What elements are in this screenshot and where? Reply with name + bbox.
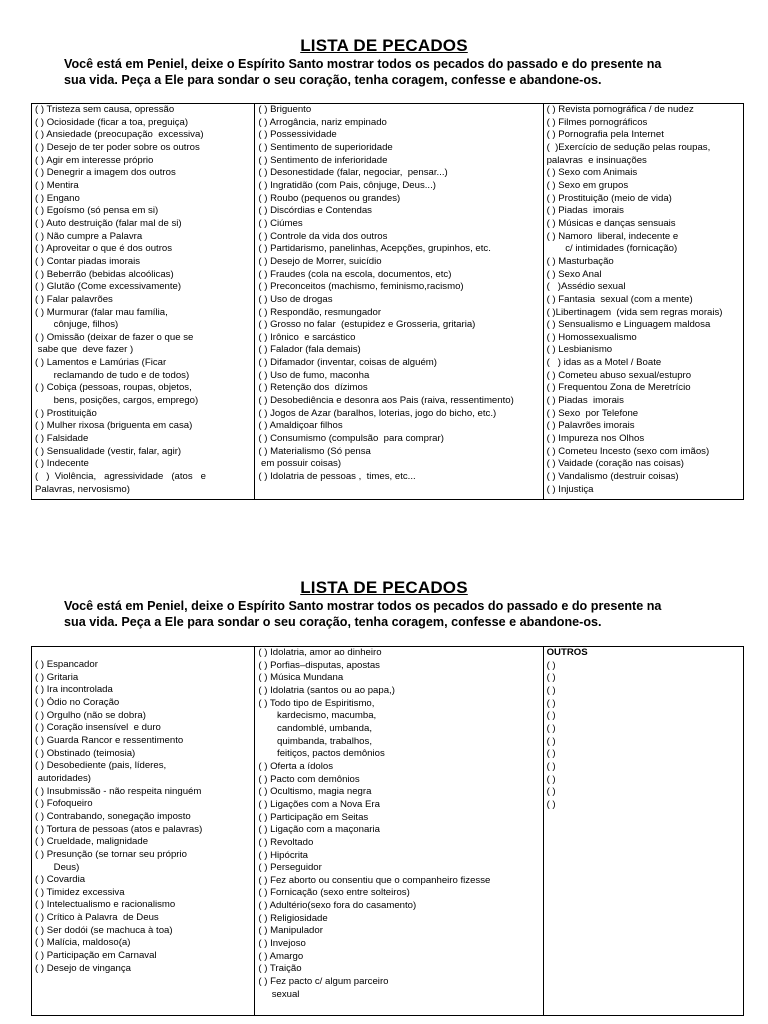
sin-item: ( ) Denegrir a imagem dos outros [35, 167, 176, 179]
sin-item: Palavras, nervosismo) [35, 483, 130, 495]
sin-item: ( ) Pacto com demônios [258, 773, 360, 785]
sin-item: ( ) Ser dodói (se machuca à toa) [35, 924, 173, 936]
sin-item: ( ) Sentimento de superioridade [258, 141, 393, 153]
sin-list-table-1 [31, 103, 744, 500]
sin-item: ( ) Guarda Rancor e ressentimento [35, 734, 184, 746]
sin-item: c/ intimidades (fornicação) [546, 243, 678, 255]
sin-item: ( ) Ociosidade (ficar a toa, preguiça) [35, 116, 189, 128]
sin-item: ( ) Sensualismo e Linguagem maldosa [546, 319, 711, 331]
sin-item: ( ) Desobediente (pais, líderes, [35, 760, 167, 772]
sin-item: ( ) Idolatria, amor ao dinheiro [258, 647, 382, 658]
sin-item: ( ) Respondão, resmungador [258, 306, 382, 318]
sin-item: ( ) Perseguidor [258, 862, 322, 874]
sin-item: ( ) Auto destruição (falar mal de si) [35, 217, 182, 229]
sin-item: ( ) Egoísmo (só pensa em si) [35, 205, 159, 217]
sin-item: ( ) Aproveitar o que é dos outros [35, 243, 173, 255]
sin-item: ( ) Ligações com a Nova Era [258, 798, 380, 810]
sin-item: sabe que deve fazer ) [35, 344, 134, 356]
sin-item: ( ) Briguento [258, 104, 312, 115]
sin-item: ( ) Crítico à Palavra de Deus [35, 912, 159, 924]
sin-list-table-2 [31, 646, 744, 1016]
sin-item: ( ) Engano [35, 192, 80, 204]
page-subtitle [64, 56, 714, 88]
sin-item: ( ) idas as a Motel / Boate [546, 357, 662, 369]
sin-item: em possuir coisas) [258, 458, 342, 470]
sin-item: ( ) Tortura de pessoas (atos e palavras) [35, 823, 203, 835]
sin-item: ( ) Vaidade (coração nas coisas) [546, 458, 684, 470]
sin-item: ( ) Arrogância, nariz empinado [258, 116, 387, 128]
sin-item: ( ) [546, 697, 556, 709]
sin-item: bens, posições, cargos, emprego) [35, 395, 199, 407]
sin-item: ( ) Impureza nos Olhos [546, 433, 645, 445]
sin-item: ( ) Revista pornográfica / de nudez [546, 104, 694, 115]
sin-item: ( ) Todo tipo de Espiritismo, [258, 697, 375, 709]
sin-item: ( ) [546, 735, 556, 747]
sin-item: ( ) Discórdias e Contendas [258, 205, 372, 217]
page-title: LISTA DE PECADOS [300, 36, 468, 55]
sin-item: ( ) Participação em Seitas [258, 811, 369, 823]
sin-item: ( ) Pornografia pela Internet [546, 129, 664, 141]
sin-column-1 [32, 104, 254, 499]
sin-item: ( ) Idolatria de pessoas , times, etc... [258, 471, 416, 483]
sin-item: ( ) Fofoqueiro [35, 798, 93, 810]
sin-column-1 [32, 647, 254, 1015]
sin-item: ( ) Prostituição [35, 407, 97, 419]
sin-item: ( ) Sensualidade (vestir, falar, agir) [35, 445, 182, 457]
sin-item: ( ) Falador (fala demais) [258, 344, 361, 356]
sin-column-2 [254, 647, 542, 1015]
sin-item: sexual [258, 988, 300, 1000]
sin-item: ( ) Traição [258, 963, 302, 975]
sin-item: ( ) Revoltado [258, 836, 314, 848]
sin-item: ( ) Falar palavrões [35, 293, 113, 305]
sin-item: ( ) Idolatria (santos ou ao papa,) [258, 684, 395, 696]
sin-item: ( ) Sexo Anal [546, 268, 602, 280]
sin-item: ( ) Fraudes (cola na escola, documentos, etc) [258, 268, 452, 280]
sin-item: quimbanda, trabalhos, [258, 735, 372, 747]
sin-item: ( ) Amargo [258, 950, 304, 962]
sin-item: ( ) Orgulho (não se dobra) [35, 709, 146, 721]
sin-item: ( ) Roubo (pequenos ou grandes) [258, 192, 401, 204]
sin-item: ( ) Filmes pornográficos [546, 116, 648, 128]
sin-item: ( ) [546, 773, 556, 785]
sin-item: ( ) Beberrão (bebidas alcoólicas) [35, 268, 174, 280]
sin-item: ( ) Preconceitos (machismo, feminismo,racismo) [258, 281, 464, 293]
sin-item: ( ) Uso de drogas [258, 293, 333, 305]
sin-item: palavras e insinuações [546, 154, 647, 166]
subtitle-line-1: Você está em Peniel, deixe o Espírito Santo mostrar todos os pecados do passado e do presente na [64, 599, 662, 613]
sin-item: ( ) Invejoso [258, 938, 306, 950]
sin-item: ( ) Masturbação [546, 255, 614, 267]
sin-item: ( ) Sexo com Animais [546, 167, 638, 179]
sin-item: ( ) Covardia [35, 874, 86, 886]
sin-item: ( ) Agir em interesse próprio [35, 154, 154, 166]
sin-item: ( ) Sexo por Telefone [546, 407, 639, 419]
sin-item: ( ) Sentimento de inferioridade [258, 154, 388, 166]
sin-item: ( ) [546, 760, 556, 772]
sin-item: ( ) Partidarismo, panelinhas, Acepções, grupinhos, etc. [258, 243, 491, 255]
sin-item: ( ) Vandalismo (destruir coisas) [546, 471, 679, 483]
sin-item: ( ) Fantasia sexual (com a mente) [546, 293, 693, 305]
sin-item: ( ) Grosso no falar (estupidez e Grosseria, gritaria) [258, 319, 476, 331]
sin-item: ( ) Piadas imorais [546, 395, 624, 407]
sin-item: ( ) Cometeu abuso sexual/estupro [546, 369, 692, 381]
sin-item: ( ) Consumismo (compulsão para comprar) [258, 433, 444, 445]
sin-column-2 [254, 104, 542, 499]
sin-item: ( ) Insubmissão - não respeita ninguém [35, 785, 202, 797]
sin-item: ( ) Intelectualismo e racionalismo [35, 899, 176, 911]
sin-item: ( ) Fez pacto c/ algum parceiro [258, 976, 389, 988]
sin-item: ( ) Murmurar (falar mau família, [35, 306, 168, 318]
sin-item: ( ) [546, 748, 556, 760]
sin-item: ( ) Injustiça [546, 483, 594, 495]
sin-item: ( ) Ingratidão (com Pais, cônjuge, Deus...) [258, 179, 436, 191]
sin-item: ( ) Violência, agressividade (atos e [35, 471, 206, 483]
sin-item: ( ) [546, 722, 556, 734]
sin-item: ( ) Piadas imorais [546, 205, 624, 217]
sin-item: ( ) Adultério(sexo fora do casamento) [258, 900, 417, 912]
sin-item: ( ) Malícia, maldoso(a) [35, 937, 131, 949]
sin-item: ( ) Desejo de ter poder sobre os outros [35, 141, 200, 153]
sin-item: ( ) Porfias–disputas, apostas [258, 659, 380, 671]
sin-item: ( ) Glutão (Come excessivamente) [35, 281, 182, 293]
sin-item: ( ) [546, 710, 556, 722]
sin-item: ( ) Jogos de Azar (baralhos, loterias, jogo do bicho, etc.) [258, 407, 497, 419]
sin-item: feitiços, pactos demônios [258, 748, 385, 760]
sin-item: ( )Exercício de sedução pelas roupas, [546, 141, 711, 153]
sin-item: ( ) Mulher rixosa (briguenta em casa) [35, 420, 193, 432]
sin-item: ( ) [546, 684, 556, 696]
sin-item: ( ) Mentira [35, 179, 79, 191]
sin-item: ( ) Desobediência e desonra aos Pais (raiva, ressentimento) [258, 395, 514, 407]
sin-item: ( ) Homossexualismo [546, 331, 637, 343]
sin-item: ( ) Não cumpre a Palavra [35, 230, 143, 242]
sin-item: candomblé, umbanda, [258, 722, 372, 734]
sin-item: ( ) Contrabando, sonegação imposto [35, 810, 191, 822]
sin-item: ( ) Manipulador [258, 925, 323, 937]
sin-item: ( ) Gritaria [35, 671, 79, 683]
sin-item: ( ) Frequentou Zona de Meretrício [546, 382, 691, 394]
sin-item: ( ) Coração insensível e duro [35, 722, 161, 734]
sin-item: ( ) Música Mundana [258, 672, 344, 684]
sin-item: ( ) Timidez excessiva [35, 886, 125, 898]
sin-item: ( ) Desejo de Morrer, suicídio [258, 255, 382, 267]
sin-item: ( ) Lesbianismo [546, 344, 613, 356]
sin-item: ( ) [546, 659, 556, 671]
sin-item: ( ) Contar piadas imorais [35, 255, 141, 267]
sin-item: ( ) Palavrões imorais [546, 420, 635, 432]
sin-item: ( ) Ciúmes [258, 217, 303, 229]
sin-item: ( ) Materialismo (Só pensa [258, 445, 371, 457]
subtitle-line-2: sua vida. Peça a Ele para sondar o seu coração, tenha coragem, confesse e abandone-os. [64, 73, 602, 87]
sin-item: ( ) Controle da vida dos outros [258, 230, 388, 242]
page-subtitle [64, 598, 714, 630]
sin-item: ( ) Hipócrita [258, 849, 308, 861]
sin-item: ( )Libertinagem (vida sem regras morais) [546, 306, 723, 318]
sin-item: ( ) Presunção (se tornar seu próprio [35, 848, 187, 860]
sin-item: ( ) [546, 786, 556, 798]
sin-item: ( ) Irônico e sarcástico [258, 331, 356, 343]
subtitle-line-2: sua vida. Peça a Ele para sondar o seu coração, tenha coragem, confesse e abandone-os. [64, 615, 602, 629]
sin-item: ( )Assédio sexual [546, 281, 626, 293]
sin-item: ( ) [546, 672, 556, 684]
sin-item: ( ) Participação em Carnaval [35, 950, 157, 962]
sin-item: ( ) Ódio no Coração [35, 696, 120, 708]
sin-item: cônjuge, filhos) [35, 319, 119, 331]
sin-item: ( ) Difamador (inventar, coisas de alguém) [258, 357, 437, 369]
sin-item: ( ) Ocultismo, magia negra [258, 786, 372, 798]
sin-item: ( ) Lamentos e Lamúrias (Ficar [35, 357, 167, 369]
sin-item: ( ) Sexo em grupos [546, 179, 629, 191]
sin-item: ( ) Religiosidade [258, 912, 328, 924]
sin-item: ( ) Desonestidade (falar, negociar, pensar...) [258, 167, 448, 179]
others-header: OUTROS [546, 647, 588, 658]
sin-item: ( ) Namoro liberal, indecente e [546, 230, 679, 242]
others-column [543, 647, 743, 1015]
sin-item: ( ) Falsidade [35, 433, 89, 445]
sin-item: ( ) Ira incontrolada [35, 684, 113, 696]
sin-item: kardecismo, macumba, [258, 710, 377, 722]
sin-item: ( ) Retenção dos dízimos [258, 382, 368, 394]
sin-item: autoridades) [35, 772, 92, 784]
sin-item: ( ) Oferta a ídolos [258, 760, 334, 772]
sin-item: ( ) Prostituição (meio de vida) [546, 192, 672, 204]
sin-item: ( ) Tristeza sem causa, opressão [35, 104, 175, 115]
sin-item: ( ) Ligação com a maçonaria [258, 824, 380, 836]
sin-item: ( ) Espancador [35, 659, 98, 670]
sin-item: ( ) Fornicação (sexo entre solteiros) [258, 887, 410, 899]
sin-item: Deus) [35, 861, 80, 873]
sin-item: ( ) Fez aborto ou consentiu que o companheiro fizesse [258, 874, 491, 886]
sin-item: ( ) Amaldiçoar filhos [258, 420, 343, 432]
sin-item: ( ) Músicas e danças sensuais [546, 217, 676, 229]
sin-item: ( ) Omissão (deixar de fazer o que se [35, 331, 194, 343]
sin-item: ( ) Possessividade [258, 129, 337, 141]
sin-item: ( ) Indecente [35, 458, 89, 470]
sin-item: ( ) Cobiça (pessoas, roupas, objetos, [35, 382, 192, 394]
sin-item: ( ) Uso de fumo, maconha [258, 369, 370, 381]
sin-item: ( ) Crueldade, malignidade [35, 836, 149, 848]
sin-item: reclamando de tudo e de todos) [35, 369, 190, 381]
sin-item: ( ) Cometeu Incesto (sexo com imãos) [546, 445, 710, 457]
sin-item: ( ) Desejo de vingança [35, 962, 131, 974]
sin-item: ( ) Ansiedade (preocupação excessiva) [35, 129, 204, 141]
sin-item: ( ) [546, 798, 556, 810]
subtitle-line-1: Você está em Peniel, deixe o Espírito Santo mostrar todos os pecados do passado e do presente na [64, 57, 662, 71]
page-title: LISTA DE PECADOS [300, 578, 468, 597]
sin-column-3 [543, 104, 743, 499]
sin-item: ( ) Obstinado (teimosia) [35, 747, 136, 759]
